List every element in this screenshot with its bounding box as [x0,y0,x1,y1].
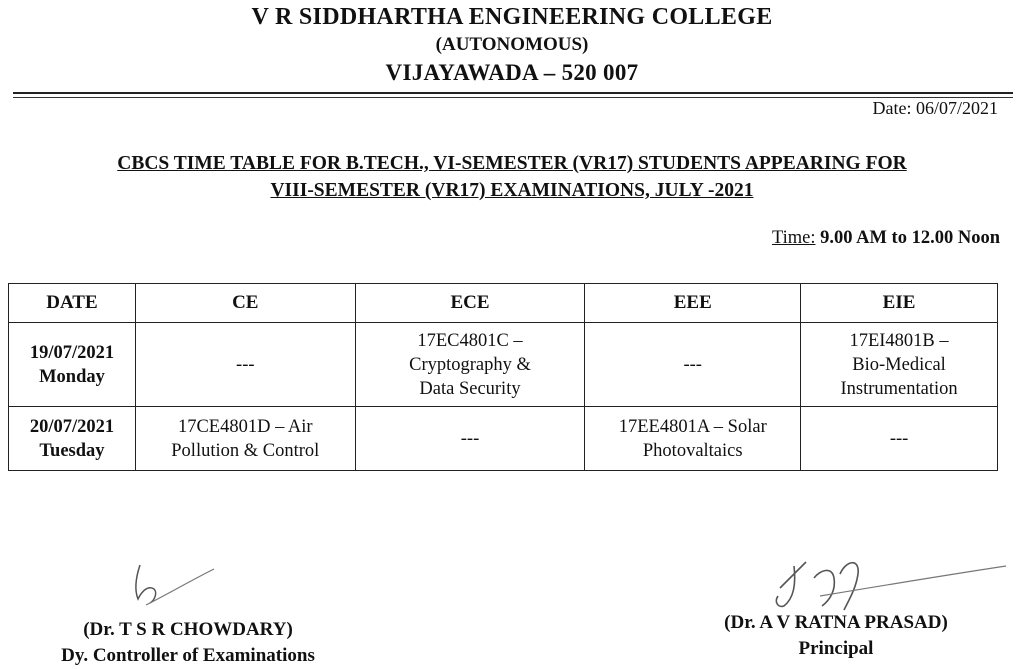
timetable [8,283,998,471]
ece-cell [355,407,585,471]
cell-line: Bio-Medical [852,354,946,375]
header-eie: EIE [801,284,998,323]
autonomous-label: (AUTONOMOUS) [435,34,589,55]
eie-cell [801,323,998,407]
ece-cell [355,323,585,407]
signatory-left [38,617,338,669]
row-date-cell [9,323,136,407]
college-city: VIJAYAWADA – 520 007 [385,60,639,85]
header-ece: ECE [355,284,585,323]
exam-day: Monday [39,366,105,387]
cell-line: 17EC4801C – [417,330,523,351]
signatory-name: (Dr. T S R CHOWDARY) [83,619,293,640]
ce-cell [135,407,355,471]
exam-date: 20/07/2021 [29,416,115,437]
signatory-designation: Principal [798,638,874,659]
ce-cell [135,323,355,407]
cell-line: --- [236,354,255,375]
header-date: DATE [9,284,136,323]
cell-line: --- [683,354,702,375]
cell-line: Photovaltaics [642,440,743,461]
eee-cell [585,323,801,407]
signatory-name: (Dr. A V RATNA PRASAD) [724,612,948,633]
cell-line: Cryptography & [409,354,531,375]
eee-cell [585,407,801,471]
row-date-cell [9,407,136,471]
exam-date: 19/07/2021 [29,342,115,363]
table-row [9,323,998,407]
header-ce: CE [135,284,355,323]
header-divider-thin [13,97,1013,98]
table-header-row [9,284,998,323]
document-title [0,150,1024,204]
time-label: Time: [771,228,816,248]
issue-date: Date: 06/07/2021 [872,98,998,118]
header-eee: EEE [585,284,801,323]
signature-left [110,555,220,625]
signatory-designation: Dy. Controller of Examinations [61,645,315,666]
exam-time [772,228,1000,249]
cell-line: Pollution & Control [171,440,320,461]
cell-line: --- [460,428,480,449]
time-value: 9.00 AM to 12.00 Noon [820,228,1000,248]
cell-line: 17EI4801B – [849,330,949,351]
eie-cell [801,407,998,471]
cell-line: --- [889,428,909,449]
cell-line: 17CE4801D – Air [177,416,313,437]
cell-line: Instrumentation [840,378,958,399]
title-line-2: VIII-SEMESTER (VR17) EXAMINATIONS, JULY -2021 [270,180,754,201]
exam-day: Tuesday [39,440,105,461]
table-row [9,407,998,471]
cell-line: Data Security [419,378,521,399]
college-name: V R SIDDHARTHA ENGINEERING COLLEGE [251,4,773,30]
title-line-1: CBCS TIME TABLE FOR B.TECH., VI-SEMESTER (VR17) STUDENTS APPEARING FOR [117,153,907,174]
signatory-right [686,610,986,662]
cell-line: 17EE4801A – Solar [618,416,767,437]
header-divider [13,92,1013,94]
